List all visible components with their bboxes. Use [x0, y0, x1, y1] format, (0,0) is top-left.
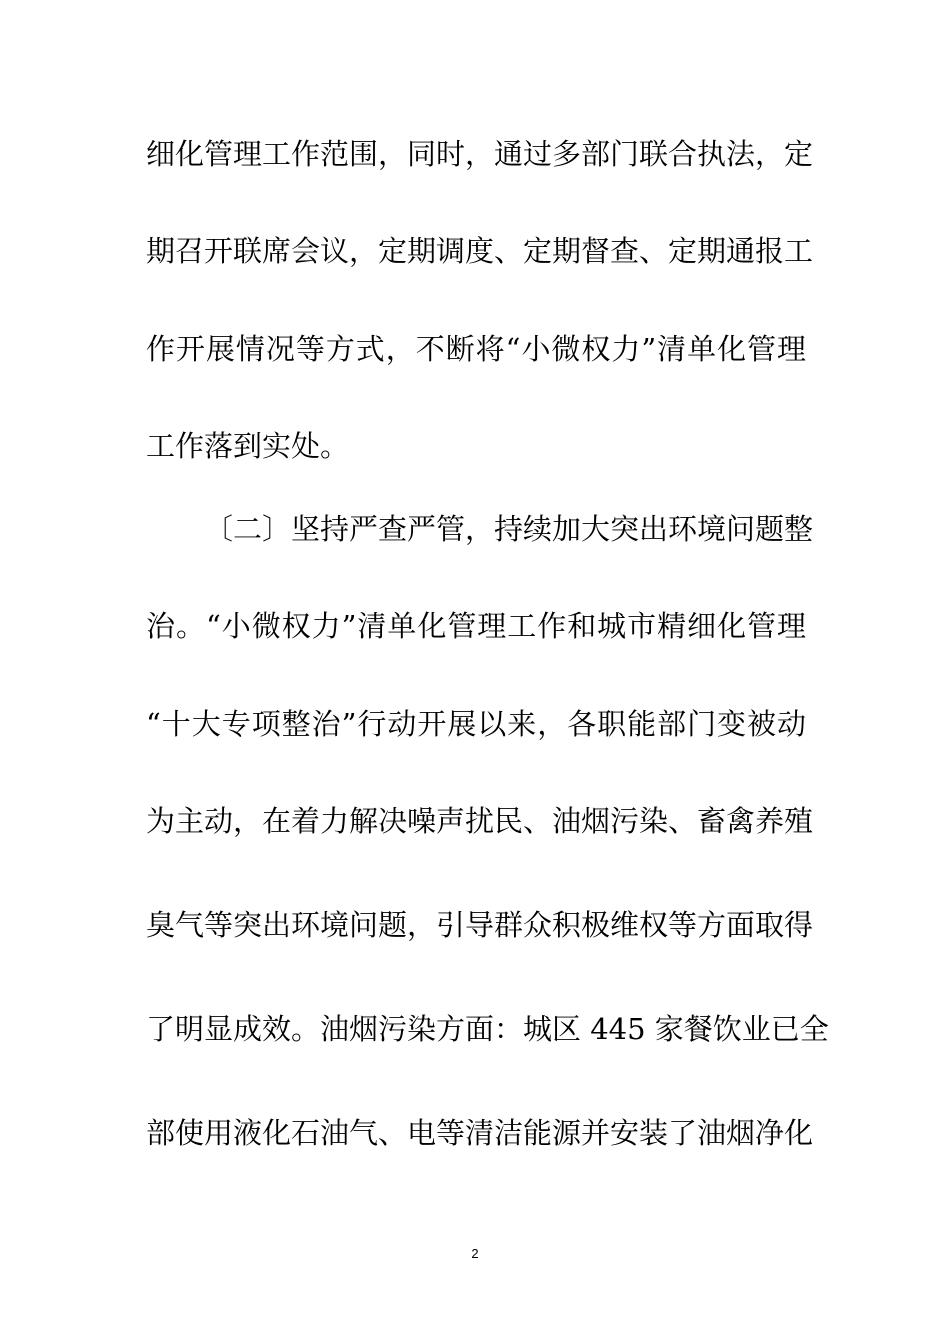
paragraph-1-line-3: 作开展情况等方式，不断将“小微权力”清单化管理: [146, 332, 806, 366]
paragraph-1-line-2: 期召开联席会议，定期调度、定期督查、定期通报工: [146, 234, 814, 268]
paragraph-2-line-1: 〔二〕坚持严查严管，持续加大突出环境问题整: [204, 512, 814, 546]
paragraph-2-line-2: 治。“小微权力”清单化管理工作和城市精细化管理: [146, 609, 806, 643]
page-number: 2: [471, 1246, 479, 1261]
paragraph-2-line-7: 部使用液化石油气、电等清洁能源并安装了油烟净化: [146, 1116, 814, 1150]
paragraph-2-line-4: 为主动，在着力解决噪声扰民、油烟污染、畜禽养殖: [146, 804, 814, 838]
paragraph-2-line-3: “十大专项整治”行动开展以来，各职能部门变被动: [146, 707, 806, 741]
paragraph-2-line-6: 了明显成效。油烟污染方面：城区 445 家餐饮业已全: [146, 1012, 829, 1046]
paragraph-1-line-4: 工作落到实处。: [146, 429, 350, 463]
paragraph-2-line-5: 臭气等突出环境问题，引导群众积极维权等方面取得: [146, 908, 814, 942]
paragraph-1-line-1: 细化管理工作范围，同时，通过多部门联合执法，定: [146, 137, 814, 171]
